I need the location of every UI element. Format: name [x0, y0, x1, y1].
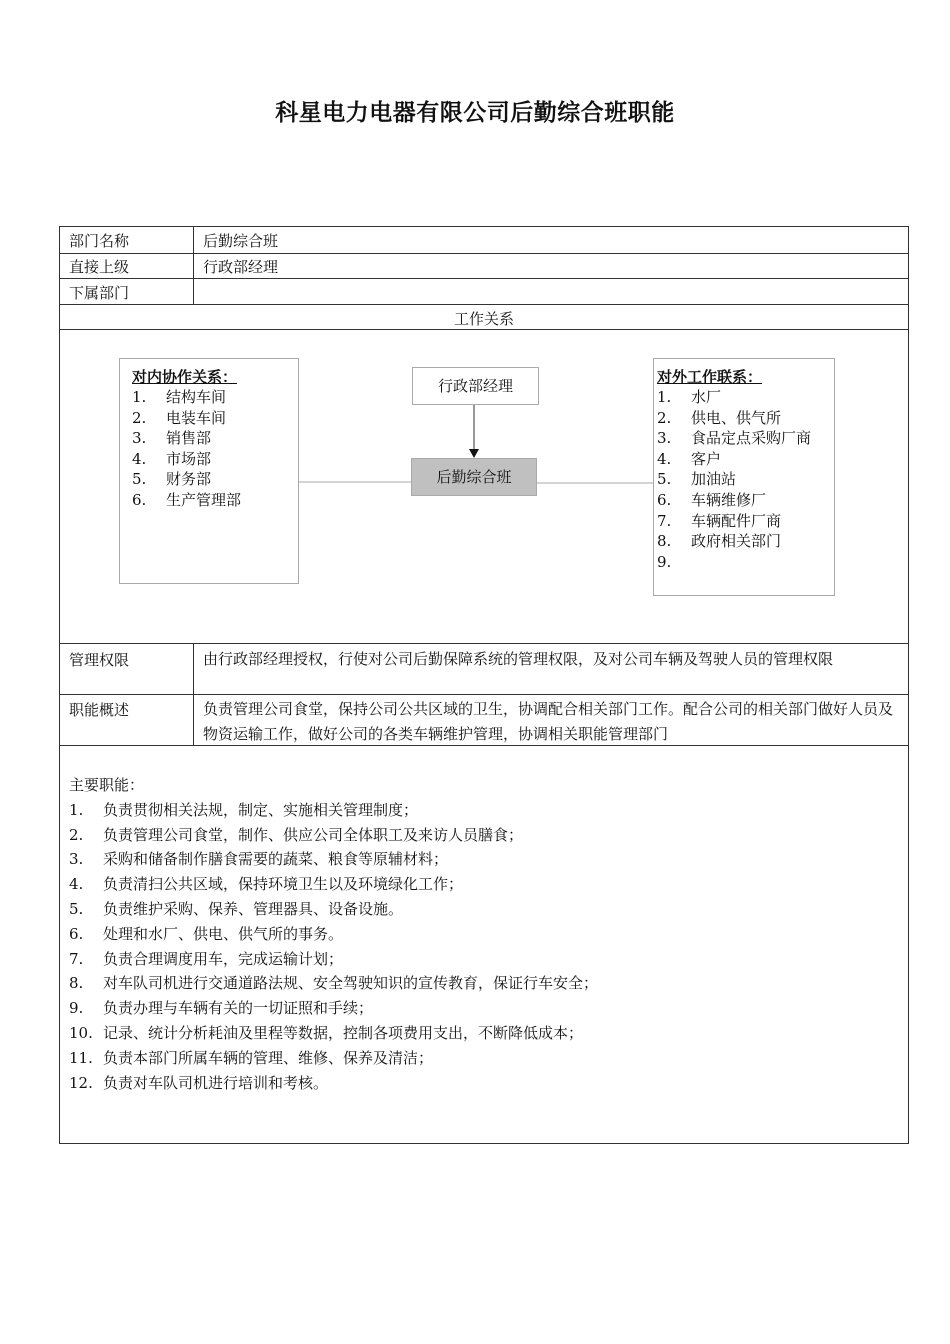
arrow-head-icon: [469, 449, 479, 458]
item-number: 3.: [69, 850, 84, 869]
duty-item: [69, 996, 899, 1021]
item-text: 生产管理部: [166, 490, 242, 509]
item-number: 12.: [69, 1073, 93, 1092]
item-number: 2.: [132, 408, 147, 427]
item-number: 1.: [657, 388, 672, 406]
item-text: 对车队司机进行交通道路法规、安全驾驶知识的宣传教育，保证行车安全；: [103, 974, 599, 993]
duty-item: [69, 922, 899, 947]
item-text: 负责管理公司食堂，制作、供应公司全体职工及来访人员膳食；: [103, 825, 524, 844]
item-number: 10.: [69, 1023, 93, 1042]
item-number: 5.: [657, 470, 672, 489]
item-text: 食品定点采购厂商: [691, 429, 812, 448]
item-text: 加油站: [691, 470, 737, 489]
item-number: 4.: [132, 449, 147, 468]
item-text: 客户: [691, 449, 722, 468]
item-text: 负责贯彻相关法规，制定、实施相关管理制度；: [103, 800, 419, 819]
item-number: 4.: [657, 449, 672, 468]
item-number: 9.: [69, 999, 84, 1018]
superior-box: 行政部经理: [412, 367, 539, 405]
item-text: 负责本部门所属车辆的管理、维修、保养及清洁；: [103, 1048, 434, 1067]
item-number: 6.: [69, 924, 84, 943]
item-number: 1.: [69, 800, 84, 819]
item-number: 7.: [657, 511, 672, 530]
duty-item: [69, 947, 899, 972]
item-number: 3.: [132, 429, 147, 448]
item-number: 3.: [657, 429, 672, 448]
item-text: 销售部: [166, 429, 212, 448]
internal-relations-heading: 对内协作关系：: [132, 368, 238, 386]
overview-label: 职能概述: [69, 701, 130, 719]
item-number: 9.: [657, 552, 672, 571]
dept-name-label: 部门名称: [69, 232, 130, 250]
duty-item: [69, 1046, 899, 1071]
duty-item: [69, 971, 899, 996]
item-text: 负责维护采购、保养、管理器具、设备设施。: [103, 899, 404, 918]
item-number: 5.: [132, 470, 147, 489]
subordinate-label: 下属部门: [69, 284, 130, 302]
item-number: 6.: [657, 490, 672, 509]
item-text: 结构车间: [166, 388, 227, 406]
item-number: 8.: [69, 974, 84, 993]
dept-name-value: 后勤综合班: [203, 232, 279, 250]
item-number: 7.: [69, 949, 84, 968]
item-number: 2.: [657, 408, 672, 427]
item-text: 采购和储备制作膳食需要的蔬菜、粮食等原辅材料；: [103, 850, 449, 869]
item-text: 记录、统计分析耗油及里程等数据，控制各项费用支出，不断降低成本；: [103, 1023, 584, 1042]
item-number: 2.: [69, 825, 84, 844]
item-number: 5.: [69, 899, 84, 918]
item-text: 政府相关部门: [691, 532, 782, 551]
duties-section: [69, 773, 899, 1095]
duty-item: [69, 1071, 899, 1096]
item-text: 负责清扫公共区域，保持环境卫生以及环境绿化工作；: [103, 875, 464, 894]
item-number: 8.: [657, 532, 672, 551]
authority-label: 管理权限: [69, 651, 130, 669]
item-text: 负责办理与车辆有关的一切证照和手续；: [103, 999, 374, 1018]
duty-item: [69, 872, 899, 897]
item-text: 负责合理调度用车，完成运输计划；: [103, 949, 344, 968]
duty-item: [69, 897, 899, 922]
item-text: 水厂: [691, 388, 722, 406]
item-number: 4.: [69, 875, 84, 894]
duty-item: [69, 823, 899, 848]
duties-list: [69, 798, 899, 1096]
item-text: 车辆维修厂: [691, 490, 767, 509]
item-number: 11.: [69, 1048, 93, 1067]
center-dept-box: 后勤综合班: [411, 458, 537, 496]
item-text: 车辆配件厂商: [691, 511, 782, 530]
duty-item: [69, 1021, 899, 1046]
item-text: 负责对车队司机进行培训和考核。: [103, 1073, 329, 1092]
item-number: 6.: [132, 490, 147, 509]
item-text: 电装车间: [166, 408, 227, 427]
authority-value: 由行政部经理授权，行使对公司后勤保障系统的管理权限，及对公司车辆及驾驶人员的管理权限: [203, 650, 834, 668]
duty-item: [69, 798, 899, 823]
work-relations-header: 工作关系: [453, 310, 514, 328]
item-text: 供电、供气所: [691, 408, 782, 427]
item-text: 市场部: [166, 449, 212, 468]
superior-value: 行政部经理: [203, 258, 279, 276]
superior-label: 直接上级: [69, 258, 130, 276]
page-title: 科星电力电器有限公司后勤综合班职能: [275, 100, 675, 126]
duties-heading: 主要职能：: [69, 776, 145, 794]
item-text: 财务部: [166, 470, 212, 489]
overview-value: 负责管理公司食堂，保持公司公共区域的卫生，协调配合相关部门工作。配合公司的相关部门做好人员及物资运输工作，做好公司的各类车辆维护管理，协调相关职能管理部门: [203, 700, 894, 743]
item-text: 处理和水厂、供电、供气所的事务。: [103, 924, 344, 943]
external-relations-heading: 对外工作联系：: [657, 368, 763, 386]
duty-item: [69, 847, 899, 872]
item-number: 1.: [132, 388, 147, 406]
